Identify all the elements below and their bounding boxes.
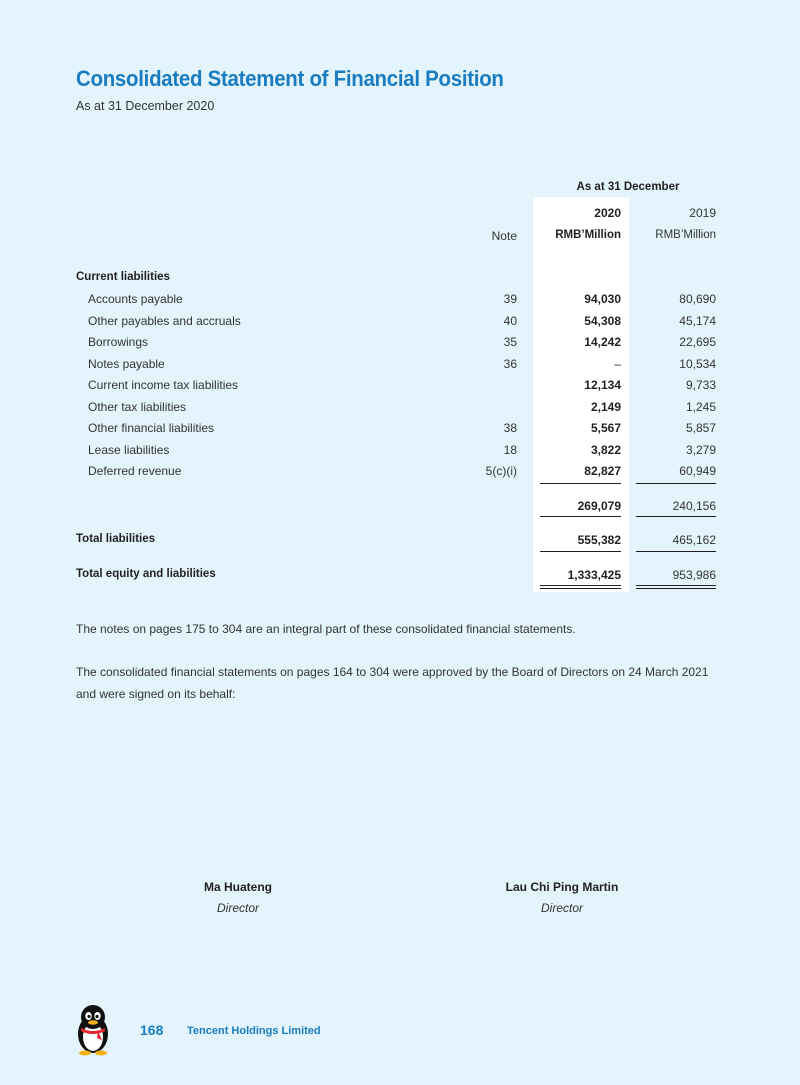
signatory-name-1: Ma Huateng xyxy=(203,880,272,894)
rule-2019-after-subtotal xyxy=(636,516,716,517)
col-2020-unit: RMB’Million xyxy=(555,229,621,241)
row-note: 35 xyxy=(503,335,517,349)
rule-2019-after-total xyxy=(636,551,716,552)
table-row xyxy=(0,335,800,355)
row-value-2020: 2,149 xyxy=(590,400,621,414)
rule-2020-after-total xyxy=(540,551,621,552)
row-value-2020: 14,242 xyxy=(584,335,621,349)
table-row xyxy=(0,378,800,398)
row-value-2020: 12,134 xyxy=(584,378,621,392)
company-name: Tencent Holdings Limited xyxy=(187,1025,321,1037)
row-label: Other financial liabilities xyxy=(88,421,215,435)
row-value-2020: 5,567 xyxy=(590,421,621,435)
row-label: Other payables and accruals xyxy=(88,314,241,328)
total-equity-liabilities-label: Total equity and liabilities xyxy=(76,568,216,580)
row-value-2020: 82,827 xyxy=(584,464,621,478)
approval-paragraph: The consolidated financial statements on pages 164 to 304 were approved by the Board of Directors on 24 March 2021 and were signed on its behalf: xyxy=(76,665,709,701)
col-2019-year: 2019 xyxy=(689,206,716,220)
row-label: Current income tax liabilities xyxy=(88,378,239,392)
row-note: 38 xyxy=(503,421,517,435)
table-row xyxy=(0,443,800,463)
col-2020-year: 2020 xyxy=(594,206,621,220)
row-note: 36 xyxy=(503,357,517,371)
row-value-2019: 10,534 xyxy=(679,357,716,371)
page-subtitle: As at 31 December 2020 xyxy=(76,99,215,113)
table-row xyxy=(0,421,800,441)
row-value-2020: 94,030 xyxy=(584,292,621,306)
table-row xyxy=(0,292,800,312)
double-rule-2020-b xyxy=(540,588,621,589)
total-equity-liabilities-2019: 953,986 xyxy=(672,568,716,582)
row-label: Notes payable xyxy=(88,357,165,371)
row-value-2019: 22,695 xyxy=(679,335,716,349)
rule-2020-after-subtotal xyxy=(540,516,621,517)
double-rule-2019-b xyxy=(636,588,716,589)
row-label: Accounts payable xyxy=(88,292,183,306)
signatory-role-2: Director xyxy=(540,901,583,915)
row-value-2019: 3,279 xyxy=(685,443,716,457)
total-liabilities-row xyxy=(0,533,800,553)
row-value-2020: 3,822 xyxy=(590,443,621,457)
row-value-2020: – xyxy=(614,357,621,371)
row-note: 39 xyxy=(503,292,517,306)
row-label: Lease liabilities xyxy=(88,443,170,457)
table-row xyxy=(0,464,800,484)
row-label: Deferred revenue xyxy=(88,464,182,478)
double-rule-2019-a xyxy=(636,585,716,586)
notes-paragraph: The notes on pages 175 to 304 are an integral part of these consolidated financial statements. xyxy=(76,622,576,636)
period-header: As at 31 December xyxy=(576,181,680,193)
row-value-2020: 54,308 xyxy=(584,314,621,328)
rule-2020-subtotal xyxy=(540,483,621,484)
row-note: 5(c)(i) xyxy=(485,464,517,478)
row-value-2019: 80,690 xyxy=(679,292,716,306)
subtotal-2019: 240,156 xyxy=(672,499,716,513)
table-row xyxy=(0,314,800,334)
row-label: Borrowings xyxy=(88,335,149,349)
total-liabilities-2019: 465,162 xyxy=(672,533,716,547)
row-note: 18 xyxy=(503,443,517,457)
row-value-2019: 45,174 xyxy=(679,314,716,328)
row-value-2019: 60,949 xyxy=(679,464,716,478)
page-title: Consolidated Statement of Financial Position xyxy=(76,66,504,91)
subtotal-2020: 269,079 xyxy=(577,499,621,513)
double-rule-2020-a xyxy=(540,585,621,586)
page-number: 168 xyxy=(140,1022,164,1038)
row-value-2019: 5,857 xyxy=(685,421,716,435)
signatory-role-1: Director xyxy=(216,901,259,915)
col-note-header: Note xyxy=(491,229,517,243)
section-row xyxy=(0,271,800,291)
signatory-name-2: Lau Chi Ping Martin xyxy=(505,880,619,894)
rule-2019-subtotal xyxy=(636,483,716,484)
total-liabilities-2020: 555,382 xyxy=(577,533,621,547)
row-label: Other tax liabilities xyxy=(88,400,187,414)
section-label: Current liabilities xyxy=(76,271,170,283)
col-2019-unit: RMB’Million xyxy=(655,229,716,241)
row-note: 40 xyxy=(503,314,517,328)
penguin-logo-icon xyxy=(72,1004,114,1056)
total-liabilities-label: Total liabilities xyxy=(76,533,156,545)
table-row xyxy=(0,357,800,377)
total-equity-liabilities-2020: 1,333,425 xyxy=(567,568,621,582)
row-value-2019: 1,245 xyxy=(685,400,716,414)
table-row xyxy=(0,400,800,420)
row-value-2019: 9,733 xyxy=(685,378,716,392)
